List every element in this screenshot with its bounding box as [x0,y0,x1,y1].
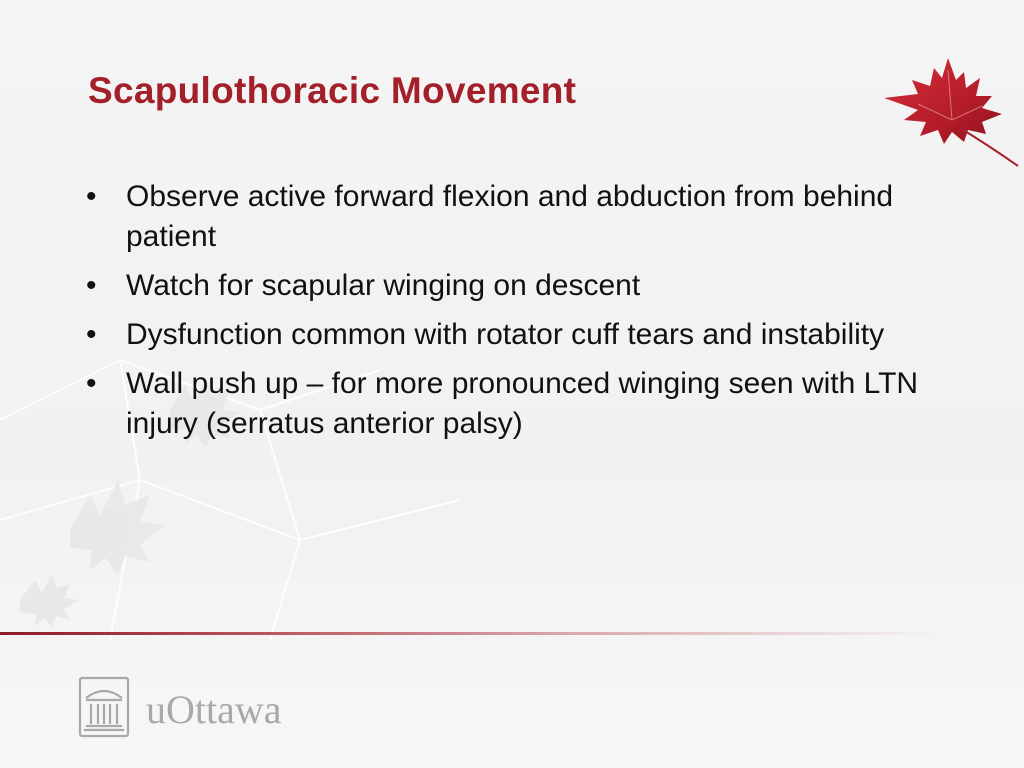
building-icon [78,676,130,738]
bullet-text: Wall push up – for more pronounced winging seen with LTN injury (serratus anterior palsy) [126,367,919,440]
bullet-item [86,177,926,257]
bullet-text: Dysfunction common with rotator cuff tears and instability [126,318,885,351]
bullet-symbol: • [86,180,97,213]
logo-text: uOttawa [146,687,282,732]
bullet-symbol: • [86,367,97,400]
bullet-text: Watch for scapular winging on descent [126,269,641,302]
maple-leaf-icon [878,50,1024,170]
bullet-item [86,364,926,444]
bullet-symbol: • [86,269,97,302]
slide-title: Scapulothoracic Movement [88,70,577,111]
bullet-item [86,315,926,355]
bullet-text: Observe active forward flexion and abduction from behind patient [126,180,894,253]
footer-divider [0,632,1024,635]
uottawa-logo [78,676,338,738]
bullet-symbol: • [86,318,97,351]
bullet-list [86,177,926,453]
bullet-item [86,266,926,306]
